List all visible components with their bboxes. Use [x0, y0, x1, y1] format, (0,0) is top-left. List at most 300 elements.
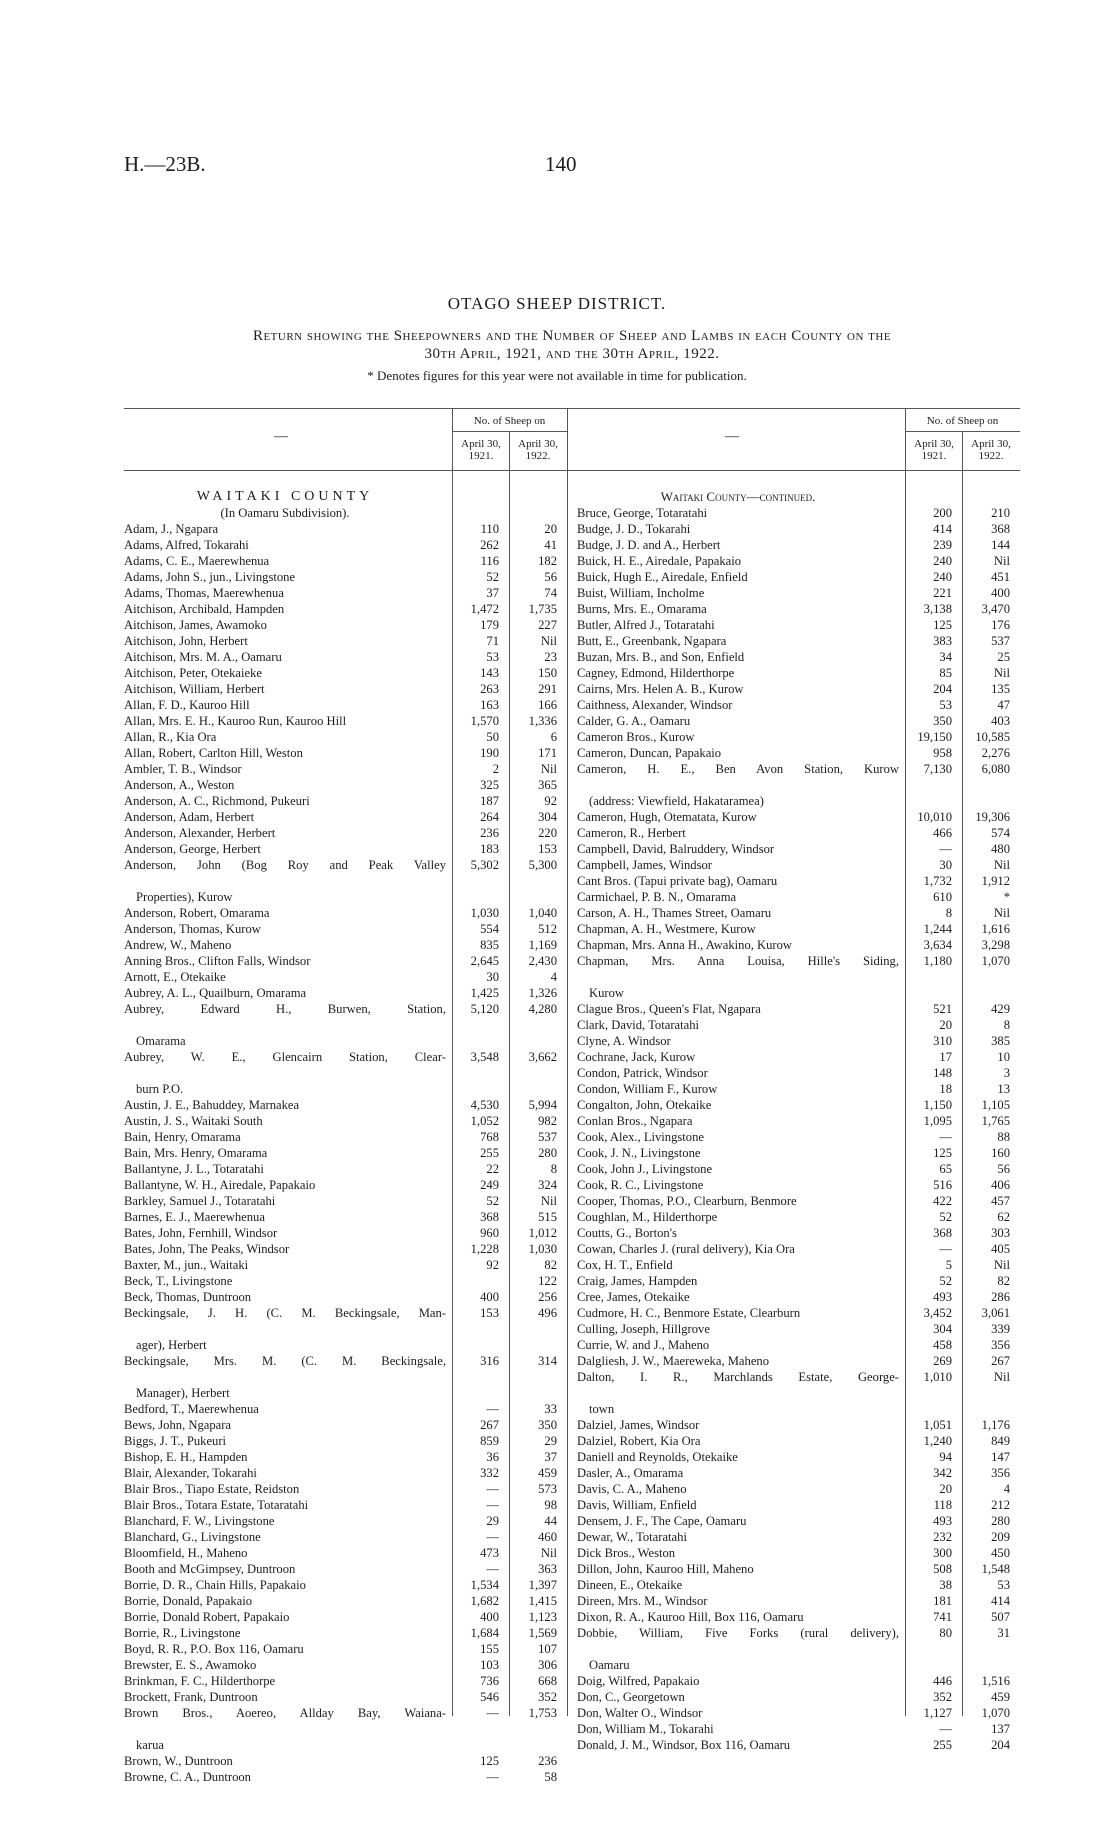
sheep-count-1922: 2,276: [981, 746, 1010, 760]
table-row: [577, 1321, 1014, 1337]
sheep-count-1922: 1,765: [981, 1114, 1010, 1128]
table-row: [124, 1161, 561, 1177]
table-row: [124, 697, 561, 713]
sheep-count-1922: 122: [538, 1274, 557, 1288]
table-row: [124, 1193, 561, 1209]
table-row: [124, 537, 561, 553]
sheep-count-1922: 23: [544, 650, 557, 664]
sheep-count-1921: 958: [933, 746, 952, 760]
sheep-count-1921: 71: [486, 634, 499, 648]
county-heading: (In Oamaru Subdivision).: [220, 506, 350, 520]
owner-name: Cook, R. C., Livingstone: [577, 1178, 704, 1192]
table-row: [124, 1449, 561, 1465]
sheep-count-1921: 554: [480, 922, 499, 936]
table-row: [577, 921, 1014, 937]
table-row: [124, 1593, 561, 1609]
sheep-count-1922: 212: [991, 1498, 1010, 1512]
table-row: [577, 601, 1014, 617]
owner-name: Austin, J. E., Bahuddey, Marnakea: [124, 1098, 300, 1112]
sheep-count-1921: 37: [486, 586, 499, 600]
table-row: [577, 1497, 1014, 1513]
sheep-count-1921: —: [486, 1402, 499, 1416]
owner-name: Aitchison, John, Herbert: [124, 634, 248, 648]
right-header-col-1921: April 30, 1921.: [914, 438, 954, 462]
table-row: [124, 1673, 561, 1689]
sheep-count-1921: 22: [486, 1162, 499, 1176]
sheep-count-1921: 446: [933, 1674, 952, 1688]
sheep-count-1922: 147: [991, 1450, 1010, 1464]
sheep-count-1922: 368: [991, 522, 1010, 536]
table-row: [577, 633, 1014, 649]
owner-name: burn P.O.: [136, 1082, 184, 1096]
sheep-count-1921: —: [486, 1562, 499, 1576]
sheep-count-1921: 1,472: [470, 602, 499, 616]
sheep-count-1922: 405: [991, 1242, 1010, 1256]
table-row: [577, 1145, 1014, 1161]
sheep-count-1922: 280: [538, 1146, 557, 1160]
sheep-count-1921: 249: [480, 1178, 499, 1192]
table-row: [124, 1769, 561, 1785]
table-row: [577, 889, 1014, 905]
sheep-count-1922: 537: [991, 634, 1010, 648]
sheep-count-1922: 3: [1003, 1066, 1010, 1080]
sheep-count-1922: 6: [550, 730, 557, 744]
table-row: [124, 1561, 561, 1577]
sheep-count-1921: 1,425: [470, 986, 499, 1000]
sheep-count-1922: 2,430: [528, 954, 557, 968]
sheep-count-1922: 210: [991, 506, 1010, 520]
sheep-count-1921: 332: [480, 1466, 499, 1480]
table-row: [124, 745, 561, 761]
owner-name: Doig, Wilfred, Papakaio: [577, 1674, 700, 1688]
sheep-count-1922: 1,070: [981, 1706, 1010, 1720]
owner-name: Cochrane, Jack, Kurow: [577, 1050, 696, 1064]
sheep-count-1922: 47: [997, 698, 1010, 712]
owner-name: Anderson, John (Bog Roy and Peak Valley: [124, 858, 446, 872]
sheep-count-1921: 53: [486, 650, 499, 664]
table-row: [124, 921, 561, 937]
table-row: [577, 617, 1014, 633]
sheep-count-1921: 29: [486, 1514, 499, 1528]
table-row: [124, 937, 561, 953]
sheep-count-1921: 155: [480, 1642, 499, 1656]
table-row: [577, 1433, 1014, 1449]
owner-name: Davis, C. A., Maheno: [577, 1482, 687, 1496]
owner-name: Brewster, E. S., Awamoko: [124, 1658, 257, 1672]
table-row: [577, 1049, 1014, 1065]
sheep-count-1921: 52: [939, 1274, 952, 1288]
owner-name: Dick Bros., Weston: [577, 1546, 676, 1560]
table-row: [124, 1305, 561, 1337]
sheep-count-1921: 466: [933, 826, 952, 840]
sheep-count-1921: 236: [480, 826, 499, 840]
column-rule: [567, 408, 568, 1716]
owner-name: Cameron, Hugh, Otematata, Kurow: [577, 810, 757, 824]
sheep-count-1922: 176: [991, 618, 1010, 632]
sheep-count-1922: 56: [997, 1162, 1010, 1176]
table-row: [577, 1129, 1014, 1145]
table-row: [124, 1289, 561, 1305]
owner-name: Brown, W., Duntroon: [124, 1754, 233, 1768]
sheep-count-1922: 56: [544, 570, 557, 584]
table-row: [577, 537, 1014, 553]
sheep-count-1922: 414: [991, 1594, 1010, 1608]
sheep-count-1921: 204: [933, 682, 952, 696]
owner-name: Densem, J. F., The Cape, Oamaru: [577, 1514, 747, 1528]
table-row: [577, 1209, 1014, 1225]
sheep-count-1921: 3,452: [923, 1306, 952, 1320]
page-subtitle-line-2: 30th April, 1921, and the 30th April, 1922.: [424, 346, 720, 362]
page-subtitle-line-1: Return showing the Sheepowners and the Number of Sheep and Lambs in each County on the: [252, 328, 892, 344]
sheep-count-1922: 1,336: [528, 714, 557, 728]
owner-name: Ballantyne, J. L., Totaratahi: [124, 1162, 264, 1176]
owner-name: Direen, Mrs. M., Windsor: [577, 1594, 708, 1608]
table-row: [577, 713, 1014, 729]
owner-name: Cook, Alex., Livingstone: [577, 1130, 704, 1144]
owner-name: (address: Viewfield, Hakataramea): [589, 794, 764, 808]
sheep-count-1922: 182: [538, 554, 557, 568]
table-row: [124, 665, 561, 681]
sheep-count-1921: 52: [486, 570, 499, 584]
table-row: [577, 585, 1014, 601]
table-header-bottom-rule: [124, 470, 1020, 471]
sheep-count-1922: 314: [538, 1354, 557, 1368]
sheep-count-1921: 30: [486, 970, 499, 984]
owner-name: Adam, J., Ngapara: [124, 522, 219, 536]
owner-name: Allan, Robert, Carlton Hill, Weston: [124, 746, 303, 760]
table-row: [577, 649, 1014, 665]
sheep-count-1922: Nil: [993, 554, 1010, 568]
table-row: [124, 1257, 561, 1273]
owner-name: Boyd, R. R., P.O. Box 116, Oamaru: [124, 1642, 304, 1656]
sheep-count-1922: 107: [538, 1642, 557, 1656]
owner-name: karua: [136, 1738, 164, 1752]
table-top-rule: [124, 408, 1020, 409]
owner-name: Bates, John, Fernhill, Windsor: [124, 1226, 278, 1240]
sheep-count-1921: 262: [480, 538, 499, 552]
sheep-count-1921: —: [939, 1242, 952, 1256]
owner-name: Currie, W. and J., Maheno: [577, 1338, 710, 1352]
sheep-count-1921: 36: [486, 1450, 499, 1464]
sheep-count-1921: 300: [933, 1546, 952, 1560]
sheep-count-1922: 4: [1003, 1482, 1010, 1496]
sheep-count-1921: 125: [933, 1146, 952, 1160]
sheep-count-1921: 493: [933, 1290, 952, 1304]
owner-name: Aitchison, Archibald, Hampden: [124, 602, 285, 616]
sheep-count-1921: 80: [939, 1626, 952, 1640]
owner-name: Dalgliesh, J. W., Maereweka, Maheno: [577, 1354, 770, 1368]
sheep-count-1922: 291: [538, 682, 557, 696]
table-row: [577, 1561, 1014, 1577]
owner-name: Cameron Bros., Kurow: [577, 730, 695, 744]
sheep-count-1922: 1,616: [981, 922, 1010, 936]
owner-name: Aitchison, James, Awamoko: [124, 618, 267, 632]
owner-name: Aitchison, Mrs. M. A., Oamaru: [124, 650, 282, 664]
sheep-count-1922: 135: [991, 682, 1010, 696]
owner-name: Buick, H. E., Airedale, Papakaio: [577, 554, 742, 568]
sheep-count-1921: 493: [933, 1514, 952, 1528]
sheep-count-1921: 221: [933, 586, 952, 600]
footnote-asterisk: * Denotes figures for this year were not available in time for publication.: [367, 368, 747, 383]
owner-name: Anderson, Robert, Omarama: [124, 906, 270, 920]
sheep-count-1921: 1,052: [470, 1114, 499, 1128]
sheep-count-1922: 352: [538, 1690, 557, 1704]
sheep-count-1922: 53: [997, 1578, 1010, 1592]
table-row: [124, 905, 561, 921]
sheep-count-1922: Nil: [540, 1194, 557, 1208]
table-row: [577, 1593, 1014, 1609]
sheep-count-1922: *: [1003, 890, 1010, 904]
table-row: [577, 1721, 1014, 1737]
sheep-count-1921: 1,570: [470, 714, 499, 728]
sheep-count-1922: 160: [991, 1146, 1010, 1160]
table-row: [577, 937, 1014, 953]
sheep-count-1921: 736: [480, 1674, 499, 1688]
sheep-count-1921: 1,228: [470, 1242, 499, 1256]
sheep-count-1921: —: [939, 1130, 952, 1144]
sheep-count-1922: 62: [997, 1210, 1010, 1224]
sheep-count-1921: 1,150: [923, 1098, 952, 1112]
table-row: [124, 969, 561, 985]
sheep-count-1921: 1,030: [470, 906, 499, 920]
table-row: [124, 1689, 561, 1705]
sheep-count-1922: 58: [544, 1770, 557, 1784]
county-heading: WAITAKI COUNTY: [196, 489, 374, 504]
sheep-count-1922: 450: [991, 1546, 1010, 1560]
owner-name: Brinkman, F. C., Hilderthorpe: [124, 1674, 276, 1688]
sheep-count-1922: 280: [991, 1514, 1010, 1528]
table-row: [577, 665, 1014, 681]
sheep-count-1921: 10,010: [917, 810, 952, 824]
sheep-count-1921: 7,130: [923, 762, 952, 776]
owner-name: Borrie, D. R., Chain Hills, Papakaio: [124, 1578, 306, 1592]
table-row-continuation: [577, 985, 1014, 1001]
page-title: OTAGO SHEEP DISTRICT.: [447, 294, 667, 313]
table-row: [577, 1289, 1014, 1305]
owner-name: Aubrey, A. L., Quailburn, Omarama: [124, 986, 307, 1000]
owner-name: Cameron, R., Herbert: [577, 826, 686, 840]
owner-name: Anderson, Adam, Herbert: [124, 810, 255, 824]
sheep-count-1922: Nil: [993, 666, 1010, 680]
owner-name: Beckingsale, Mrs. M. (C. M. Beckingsale,: [124, 1354, 446, 1368]
sheep-count-1922: 19,306: [975, 810, 1010, 824]
owner-name: Adams, C. E., Maerewhenua: [124, 554, 270, 568]
table-row: [577, 569, 1014, 585]
owner-name: Dalton, I. R., Marchlands Estate, George-: [577, 1370, 899, 1384]
sheep-count-1921: —: [486, 1770, 499, 1784]
sheep-count-1921: 5: [945, 1258, 952, 1272]
sheep-count-1922: 267: [991, 1354, 1010, 1368]
sheep-count-1921: 34: [939, 650, 952, 664]
table-row: [577, 761, 1014, 793]
owner-name: Dillon, John, Kauroo Hill, Maheno: [577, 1562, 754, 1576]
sheep-count-1921: 232: [933, 1530, 952, 1544]
sheep-count-1922: Nil: [993, 1258, 1010, 1272]
table-row-continuation: [577, 1401, 1014, 1417]
sheep-count-1922: 171: [538, 746, 557, 760]
owner-name: Clark, David, Totaratahi: [577, 1018, 699, 1032]
sheep-count-1921: 422: [933, 1194, 952, 1208]
table-row: [577, 1113, 1014, 1129]
sheep-count-1922: 20: [544, 522, 557, 536]
table-row: [124, 617, 561, 633]
owner-name: Bews, John, Ngapara: [124, 1418, 232, 1432]
sheep-count-1922: 324: [538, 1178, 557, 1192]
sheep-count-1921: 38: [939, 1578, 952, 1592]
table-row: [577, 1017, 1014, 1033]
table-row: [577, 1449, 1014, 1465]
sheep-count-1922: 82: [997, 1274, 1010, 1288]
sheep-count-1922: Nil: [540, 762, 557, 776]
owner-name: Condon, Patrick, Windsor: [577, 1066, 708, 1080]
owner-name: Biggs, J. T., Pukeuri: [124, 1434, 227, 1448]
sheep-count-1921: 20: [939, 1482, 952, 1496]
table-row: [577, 873, 1014, 889]
sheep-count-1921: 1,534: [470, 1578, 499, 1592]
table-row: [124, 681, 561, 697]
sheep-count-1921: —: [486, 1530, 499, 1544]
owner-name: Cook, J. N., Livingstone: [577, 1146, 701, 1160]
table-row: [124, 521, 561, 537]
owner-name: Congalton, John, Otekaike: [577, 1098, 712, 1112]
owner-name: Blair, Alexander, Tokarahi: [124, 1466, 257, 1480]
sheep-count-1922: 88: [997, 1130, 1010, 1144]
table-row: [124, 1209, 561, 1225]
owner-name: Bain, Mrs. Henry, Omarama: [124, 1146, 268, 1160]
sheep-count-1922: 429: [991, 1002, 1010, 1016]
sheep-count-1922: 1,548: [981, 1562, 1010, 1576]
table-row: [577, 1609, 1014, 1625]
sheep-count-1922: 1,735: [528, 602, 557, 616]
sheep-count-1921: 2: [492, 762, 499, 776]
owner-name: Campbell, David, Balruddery, Windsor: [577, 842, 775, 856]
table-row: [577, 1625, 1014, 1657]
table-row: [124, 1753, 561, 1769]
owner-name: Borrie, R., Livingstone: [124, 1626, 241, 1640]
sheep-count-1922: 10,585: [975, 730, 1010, 744]
owner-name: Oamaru: [589, 1658, 630, 1672]
sheep-count-1922: 3,061: [981, 1306, 1010, 1320]
sheep-count-1922: 150: [538, 666, 557, 680]
sheep-count-1921: 741: [933, 1610, 952, 1624]
table-row: [124, 1609, 561, 1625]
sheep-count-1922: 1,169: [528, 938, 557, 952]
sheep-count-1921: 85: [939, 666, 952, 680]
owner-name: Brockett, Frank, Duntroon: [124, 1690, 258, 1704]
table-row: [124, 1513, 561, 1529]
owner-name: Culling, Joseph, Hillgrove: [577, 1322, 710, 1336]
owner-name: Properties), Kurow: [136, 890, 233, 904]
table-row: [124, 1001, 561, 1033]
table-row: [577, 505, 1014, 521]
owner-name: Kurow: [589, 986, 624, 1000]
sheep-count-1921: 610: [933, 890, 952, 904]
sheep-count-1921: 1,051: [923, 1418, 952, 1432]
owner-name: Borrie, Donald Robert, Papakaio: [124, 1610, 290, 1624]
sheep-count-1921: 187: [480, 794, 499, 808]
table-row: [577, 1033, 1014, 1049]
owner-name: Arnott, E., Otekaike: [124, 970, 226, 984]
owner-name: Baxter, M., jun., Waitaki: [124, 1258, 249, 1272]
owner-name: Bain, Henry, Omarama: [124, 1130, 241, 1144]
sheep-count-1921: 1,010: [923, 1370, 952, 1384]
owner-name: Buist, William, Incholme: [577, 586, 705, 600]
right-header-dash: —: [725, 429, 739, 444]
sheep-count-1921: 4,530: [470, 1098, 499, 1112]
sheep-count-1921: 859: [480, 1434, 499, 1448]
owner-name: Cameron, Duncan, Papakaio: [577, 746, 722, 760]
sheep-count-1922: 29: [544, 1434, 557, 1448]
left-header-col-1922: April 30, 1922.: [518, 438, 558, 462]
owner-name: Blair Bros., Tiapo Estate, Reidston: [124, 1482, 300, 1496]
sheep-count-1922: 356: [991, 1338, 1010, 1352]
sheep-count-1921: 1,180: [923, 954, 952, 968]
table-row: [124, 953, 561, 969]
sheep-count-1922: 1,415: [528, 1594, 557, 1608]
table-row: [577, 1513, 1014, 1529]
owner-name: Blair Bros., Totara Estate, Totaratahi: [124, 1498, 309, 1512]
owner-name: Adams, Thomas, Maerewhenua: [124, 586, 284, 600]
sheep-count-1921: 383: [933, 634, 952, 648]
table-row: [124, 1097, 561, 1113]
table-row: [124, 985, 561, 1001]
sheep-count-1921: 53: [939, 698, 952, 712]
owner-name: town: [589, 1402, 615, 1416]
table-row: [577, 1529, 1014, 1545]
owner-name: Chapman, Mrs. Anna Louisa, Hille's Siding,: [577, 954, 899, 968]
table-row: [124, 1705, 561, 1737]
owner-name: Donald, J. M., Windsor, Box 116, Oamaru: [577, 1738, 791, 1752]
table-row: [124, 1545, 561, 1561]
owner-name: Anderson, George, Herbert: [124, 842, 261, 856]
table-row-continuation: [124, 889, 561, 905]
page-number: 140: [545, 152, 577, 176]
sheep-count-1921: 368: [480, 1210, 499, 1224]
table-row: [124, 1481, 561, 1497]
sheep-count-1921: 269: [933, 1354, 952, 1368]
owner-name: Adams, Alfred, Tokarahi: [124, 538, 249, 552]
owner-name: Cook, John J., Livingstone: [577, 1162, 713, 1176]
sheep-count-1921: 110: [480, 522, 499, 536]
sheep-count-1921: 200: [933, 506, 952, 520]
sheep-count-1921: 350: [933, 714, 952, 728]
table-row: [577, 681, 1014, 697]
owner-name: Coughlan, M., Hilderthorpe: [577, 1210, 718, 1224]
sheep-count-1921: 5,120: [470, 1002, 499, 1016]
table-row: [577, 1545, 1014, 1561]
sheep-count-1921: 163: [480, 698, 499, 712]
table-row: [577, 1177, 1014, 1193]
sheep-count-1922: 5,994: [528, 1098, 557, 1112]
sheep-count-1922: 459: [991, 1690, 1010, 1704]
sheep-count-1921: 116: [480, 554, 499, 568]
right-table-column: [577, 489, 1014, 1753]
sheep-count-1922: 4: [550, 970, 557, 984]
owner-name: Borrie, Donald, Papakaio: [124, 1594, 253, 1608]
table-row-continuation: [577, 1657, 1014, 1673]
table-row: [577, 1481, 1014, 1497]
sheep-count-1922: 451: [991, 570, 1010, 584]
sheep-count-1922: 236: [538, 1754, 557, 1768]
sheep-count-1921: 50: [486, 730, 499, 744]
sheep-count-1921: 255: [933, 1738, 952, 1752]
owner-name: Bloomfield, H., Maheno: [124, 1546, 248, 1560]
owner-name: Anderson, Thomas, Kurow: [124, 922, 261, 936]
table-row: [124, 1641, 561, 1657]
sheep-count-1922: 44: [544, 1514, 557, 1528]
sheep-count-1922: 1,326: [528, 986, 557, 1000]
owner-name: Cudmore, H. C., Benmore Estate, Clearburn: [577, 1306, 801, 1320]
